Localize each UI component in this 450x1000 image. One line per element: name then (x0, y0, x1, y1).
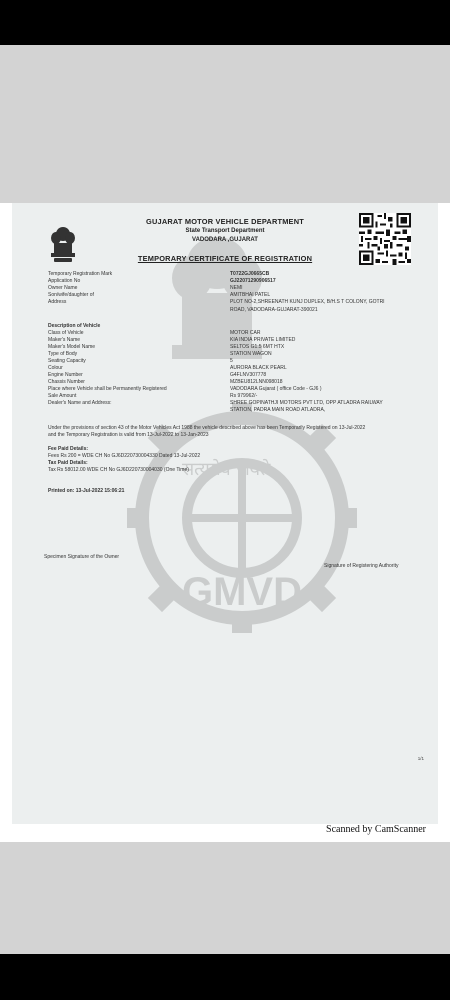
svg-text:GMVD: GMVD (182, 570, 302, 614)
authority-signature-label: Signature of Registering Authority (324, 563, 399, 569)
vehicle-description-heading: Description of Vehicle (48, 323, 101, 329)
certificate-title: TEMPORARY CERTIFICATE OF REGISTRATION (137, 254, 313, 263)
fee-paid-heading: Fee Paid Details: (48, 446, 89, 452)
city-state: VADODARA ,GUJARAT (192, 237, 258, 243)
scanned-page (0, 203, 450, 842)
camscanner-credit: Scanned by CamScanner (326, 824, 426, 835)
fee-paid-line: Fees Rs 200 = WDE CH No GJ6D220730004330 Dated 13-Jul-2022 (48, 453, 201, 459)
certificate-document: GMVD सत्यमेव जयते GUJARAT MOTOR VEHICLE DEPARTMENT State Transport Department VADODARA ,GUJARAT TEMPORARY CERTIFICATE OF REGISTRATION Temporary Registration Mark T0722GJ0665CB Application No GJ22071290906517 Owner Name NEMI Son/wife/daughter of AMITBHAI PATEL Address PLOT NO-2,SHREENATH KUNJ DUPLEX, B/H.S T COLONY, GOTRI ROAD, VADODARA-GUJARAT-390021 Description of Vehicle Class of Vehicle MOTOR CAR Maker's Name KIA INDIA PRIVATE LIMITED Maker's Model Name SELTOS G1.5 6MT HTX Type of Body STATION WAGON Seating Capacity 5 Colour AURORA BLACK PEARL Engine Number G4FLNV307778 Chassis Number MZBEU812LNN098018 Place where Vehicle shall be Permanently Registered VADODARA Gujarat ( office Code - GJ6 ) Sale Amount Rs 979962/- Dealer's Name and Address: SHREE GOPINATHJI MOTORS PVT LTD, OPP ATLADRA RAILWAY STATION, PADRA MAIN ROAD ATLADRA, Under the provisions of section 43 of the Motor Vehicles Act 1988 the vehicle described above has been Temporarily Registered on 13-Jul-2022 and the Temporary Registration is valid from 13-Jul-2022 to 13-Jan-2023 Fee Paid Details: Fees Rs 200 = WDE CH No GJ6D220730004330 Dated 13-Jul-2022 Tax Paid Details: Tax Rs 58012.00 WDE CH No GJ6D220730004030 (One Time) Printed on: 13-Jul-2022 15:06:21 Specimen Signature of the Owner Signature of Registering Authority 1/1 (12, 203, 438, 824)
registration-statement-line1: Under the provisions of section 43 of the Motor Vehicles Act 1988 the vehicle described above has been Temporarily Registered on 13-Jul-2022 (48, 425, 366, 431)
registration-statement-line2: and the Temporary Registration is valid from 13-Jul-2022 to 13-Jan-2023 (48, 432, 209, 438)
bottom-grey-band (0, 842, 450, 954)
gmvd-watermark-logo (107, 383, 377, 653)
owner-signature-label: Specimen Signature of the Owner (44, 554, 120, 560)
tax-paid-heading: Tax Paid Details: (48, 460, 88, 466)
page-number: 1/1 (417, 756, 424, 761)
sub-department: State Transport Department (185, 228, 265, 234)
tax-paid-line: Tax Rs 58012.00 WDE CH No GJ6D220730004030 (One Time) (48, 467, 189, 473)
department-title: GUJARAT MOTOR VEHICLE DEPARTMENT (146, 217, 304, 226)
svg-text:सत्यमेव जयते: सत्यमेव जयते (182, 459, 271, 480)
top-grey-band (0, 45, 450, 203)
printed-on: Printed on: 13-Jul-2022 15:06:21 (48, 488, 125, 494)
